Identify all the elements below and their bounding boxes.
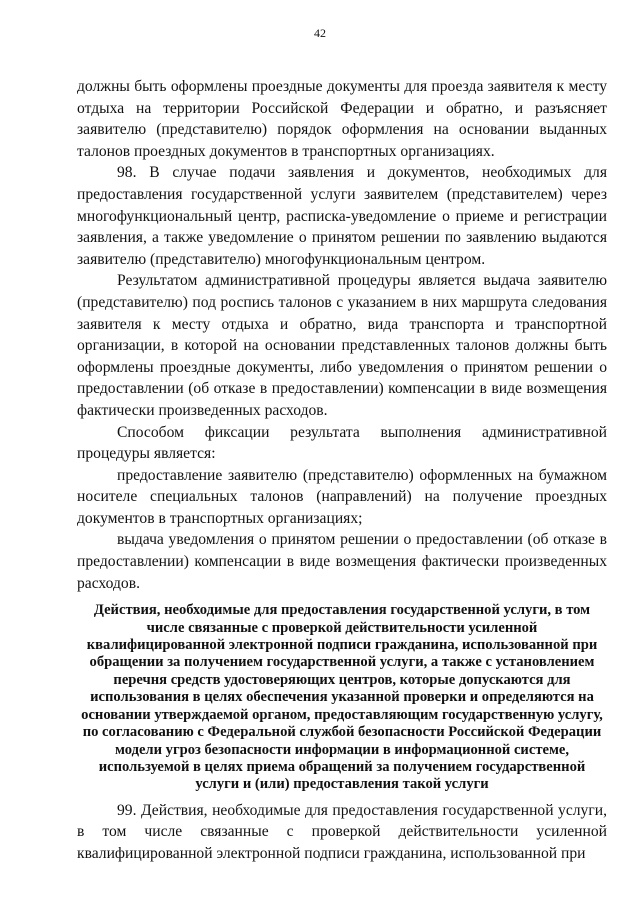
- paragraph-98: 98. В случае подачи заявления и документов, необходимых для предоставления государственной услуги заявителем (представителем) через многофункциональный центр, расписка-уведомление о приеме и регистрации заявления, а также уведомление о принятом решении по заявлению выдаются заявителю (представителю) многофункциональным центром.: [77, 164, 607, 268]
- paragraph-continuation: должны быть оформлены проездные документы для проезда заявителя к месту отдыха на территории Российской Федерации и обратно, и разъясняет заявителю (представителю) порядок оформления на основании выданных талонов проездных документов в транспортных организациях.: [77, 78, 607, 160]
- paragraph-99: 99. Действия, необходимые для предоставления государственной услуги, в том числе связанные с проверкой действительности усиленной квалифицированной электронной подписи гражданина, использованной при: [77, 801, 607, 862]
- paragraph-fixation-method: Способом фиксации результата выполнения административной процедуры является:: [77, 423, 607, 463]
- page-number: 42: [314, 26, 326, 40]
- paragraph-notice-issuance: выдача уведомления о принятом решении о предоставлении (об отказе в предоставлении) компенсации в виде возмещения фактически произведенных расходов.: [77, 531, 607, 592]
- paragraph-result: Результатом административной процедуры является выдача заявителю (представителю) под роспись талонов с указанием в них маршрута следования заявителя к месту отдыха и обратно, вида транспорта и транспортной организации, в которой на основании представленных талонов должны быть оформлены проездные документы, либо уведомления о принятом решении о предоставлении (об отказе в предоставлении) компенсации в виде возмещения фактически произведенных расходов.: [77, 272, 607, 419]
- paragraph-talons-provision: предоставление заявителю (представителю) оформленных на бумажном носителе специальных талонов (направлений) на получение проездных документов в транспортных организациях;: [77, 466, 607, 527]
- section-heading: Действия, необходимые для предоставления государственной услуги, в том числе связанные с проверкой действительности усиленной квалифицированной электронной подписи гражданина, использованной при обращении за получением государственной услуги, а также с установлением перечня средств удостоверяющих центров, которые допускаются для использования в целях обеспечения указанной проверки и определяются на основании утверждаемой органом, предоставляющим государственную услугу, по согласованию с Федеральной службой безопасности Российской Федерации модели угроз безопасности информации в информационной системе, используемой в целях приема обращений за получением государственной услуги и (или) предоставления такой услуги: [81, 602, 603, 793]
- document-body: [77, 76, 607, 865]
